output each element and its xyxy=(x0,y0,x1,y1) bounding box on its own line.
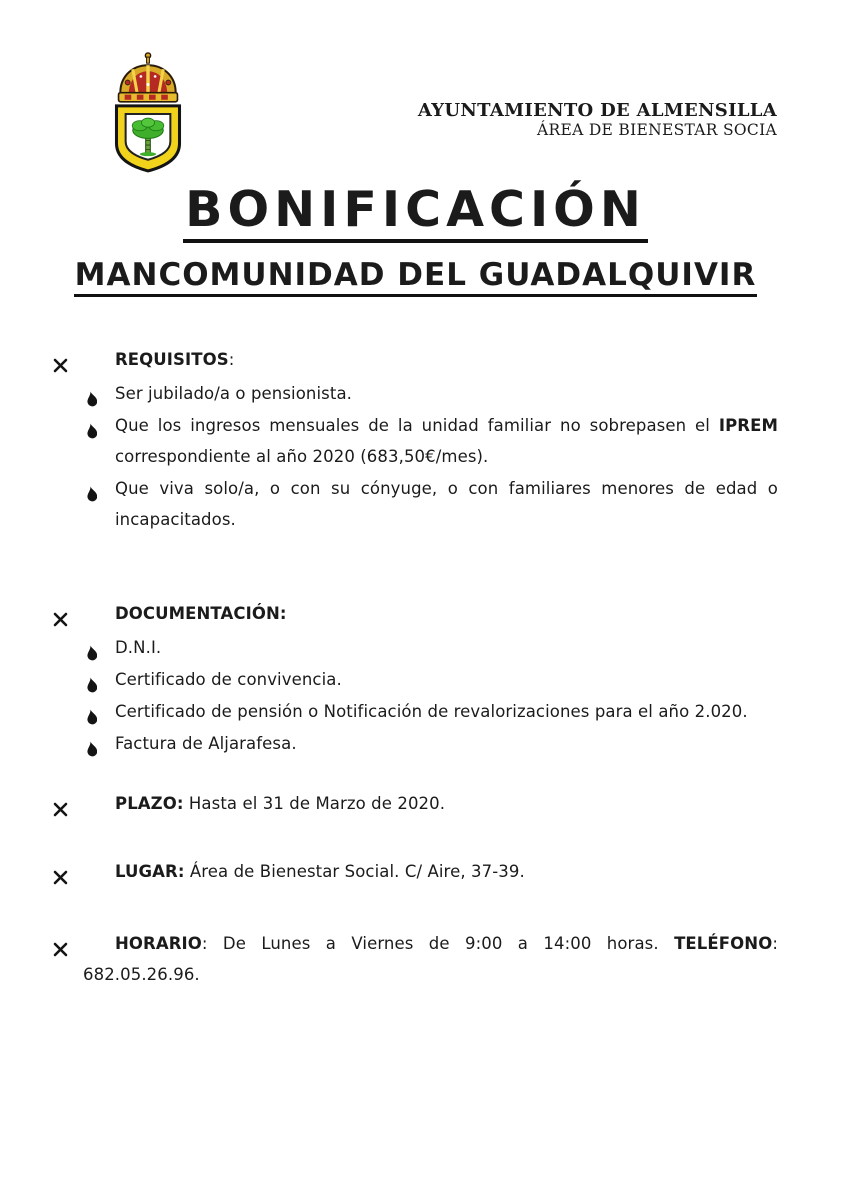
text-line xyxy=(115,410,778,441)
org-header xyxy=(418,100,777,139)
section-requisitos xyxy=(0,344,843,536)
drop-bullet-icon xyxy=(86,672,97,688)
text-line xyxy=(115,728,778,759)
text-segment: : De Lunes a Viernes de 9:00 a 14:00 horas. xyxy=(201,934,675,953)
crown-icon xyxy=(119,53,178,102)
page-title: BONIFICACIÓN xyxy=(183,181,648,243)
text-line xyxy=(115,598,778,629)
x-bullet-icon xyxy=(53,936,68,951)
drop-bullet-icon xyxy=(86,640,97,656)
crest-svg xyxy=(106,52,190,176)
list-item-text xyxy=(115,664,778,695)
text-line xyxy=(115,664,778,695)
list-item-text xyxy=(115,473,778,535)
shield-icon xyxy=(116,106,179,171)
bold-text-segment: TELÉFONO xyxy=(674,934,773,953)
drop-bullet-icon xyxy=(86,481,97,497)
almensilla-crest-logo xyxy=(106,52,190,176)
section-plazo xyxy=(0,788,843,819)
text-line xyxy=(115,696,778,727)
section-documentacion xyxy=(0,598,843,760)
section-lugar xyxy=(0,856,843,887)
text-line xyxy=(115,344,778,375)
section-heading xyxy=(83,928,778,990)
drop-bullet-icon xyxy=(86,418,97,434)
list-item xyxy=(0,410,843,472)
section-heading xyxy=(115,788,778,819)
list-item-text xyxy=(115,632,778,663)
text-line xyxy=(83,928,778,959)
text-line xyxy=(115,504,778,535)
x-bullet-icon xyxy=(53,606,68,621)
bold-text-segment: IPREM xyxy=(718,416,778,435)
org-department: ÁREA DE BIENESTAR SOCIA xyxy=(537,121,777,139)
subtitle-line xyxy=(53,257,778,298)
section-items xyxy=(0,378,843,535)
list-item xyxy=(0,378,843,409)
text-segment: 682.05.26.96. xyxy=(83,965,200,984)
text-segment: correspondiente al año 2020 (683,50€/mes). xyxy=(115,447,489,466)
text-segment: incapacitados. xyxy=(115,510,236,529)
section-heading xyxy=(115,344,778,375)
text-line xyxy=(115,441,778,472)
text-segment: Que los ingresos mensuales de la unidad familiar no sobrepasen el xyxy=(115,416,719,435)
text-line xyxy=(115,473,778,504)
text-segment: D.N.I. xyxy=(115,638,162,657)
text-segment: Ser jubilado/a o pensionista. xyxy=(115,384,352,403)
title-line xyxy=(53,181,778,250)
list-item xyxy=(0,664,843,695)
section-items xyxy=(0,632,843,759)
text-line xyxy=(115,632,778,663)
text-segment: Factura de Aljarafesa. xyxy=(115,734,297,753)
text-line xyxy=(83,959,778,990)
x-bullet-icon xyxy=(53,796,68,811)
list-item xyxy=(0,728,843,759)
list-item xyxy=(0,473,843,535)
org-name: AYUNTAMIENTO DE ALMENSILLA xyxy=(417,100,777,121)
list-item-text xyxy=(115,728,778,759)
page-subtitle: MANCOMUNIDAD DEL GUADALQUIVIR xyxy=(74,257,758,297)
bold-text-segment: LUGAR: xyxy=(115,862,185,881)
text-segment: Certificado de pensión o Notificación de revalorizaciones para el año 2.020. xyxy=(115,702,748,721)
bold-text-segment: PLAZO: xyxy=(115,794,184,813)
list-item-text xyxy=(115,378,778,409)
bold-text-segment: DOCUMENTACIÓN: xyxy=(115,604,287,623)
list-item-text xyxy=(115,410,778,472)
title-block xyxy=(53,181,778,298)
list-item xyxy=(0,696,843,727)
text-line xyxy=(115,788,778,819)
text-segment: : xyxy=(228,350,235,369)
drop-bullet-icon xyxy=(86,386,97,402)
bold-text-segment: REQUISITOS xyxy=(115,350,229,369)
x-bullet-icon xyxy=(53,864,68,879)
text-segment: Área de Bienestar Social. C/ Aire, 37-39. xyxy=(184,862,525,881)
x-bullet-icon xyxy=(53,352,68,367)
list-item xyxy=(0,632,843,663)
bold-text-segment: HORARIO xyxy=(115,934,202,953)
drop-bullet-icon xyxy=(86,736,97,752)
section-heading xyxy=(115,598,778,629)
text-line xyxy=(115,856,778,887)
text-segment: Hasta el 31 de Marzo de 2020. xyxy=(183,794,446,813)
text-segment: : xyxy=(772,934,778,953)
list-item-text xyxy=(115,696,778,727)
text-segment: Certificado de convivencia. xyxy=(115,670,342,689)
drop-bullet-icon xyxy=(86,704,97,720)
section-horario xyxy=(0,928,843,990)
section-heading xyxy=(115,856,778,887)
text-segment: Que viva solo/a, o con su cónyuge, o con familiares menores de edad o xyxy=(115,479,778,498)
text-line xyxy=(115,378,778,409)
